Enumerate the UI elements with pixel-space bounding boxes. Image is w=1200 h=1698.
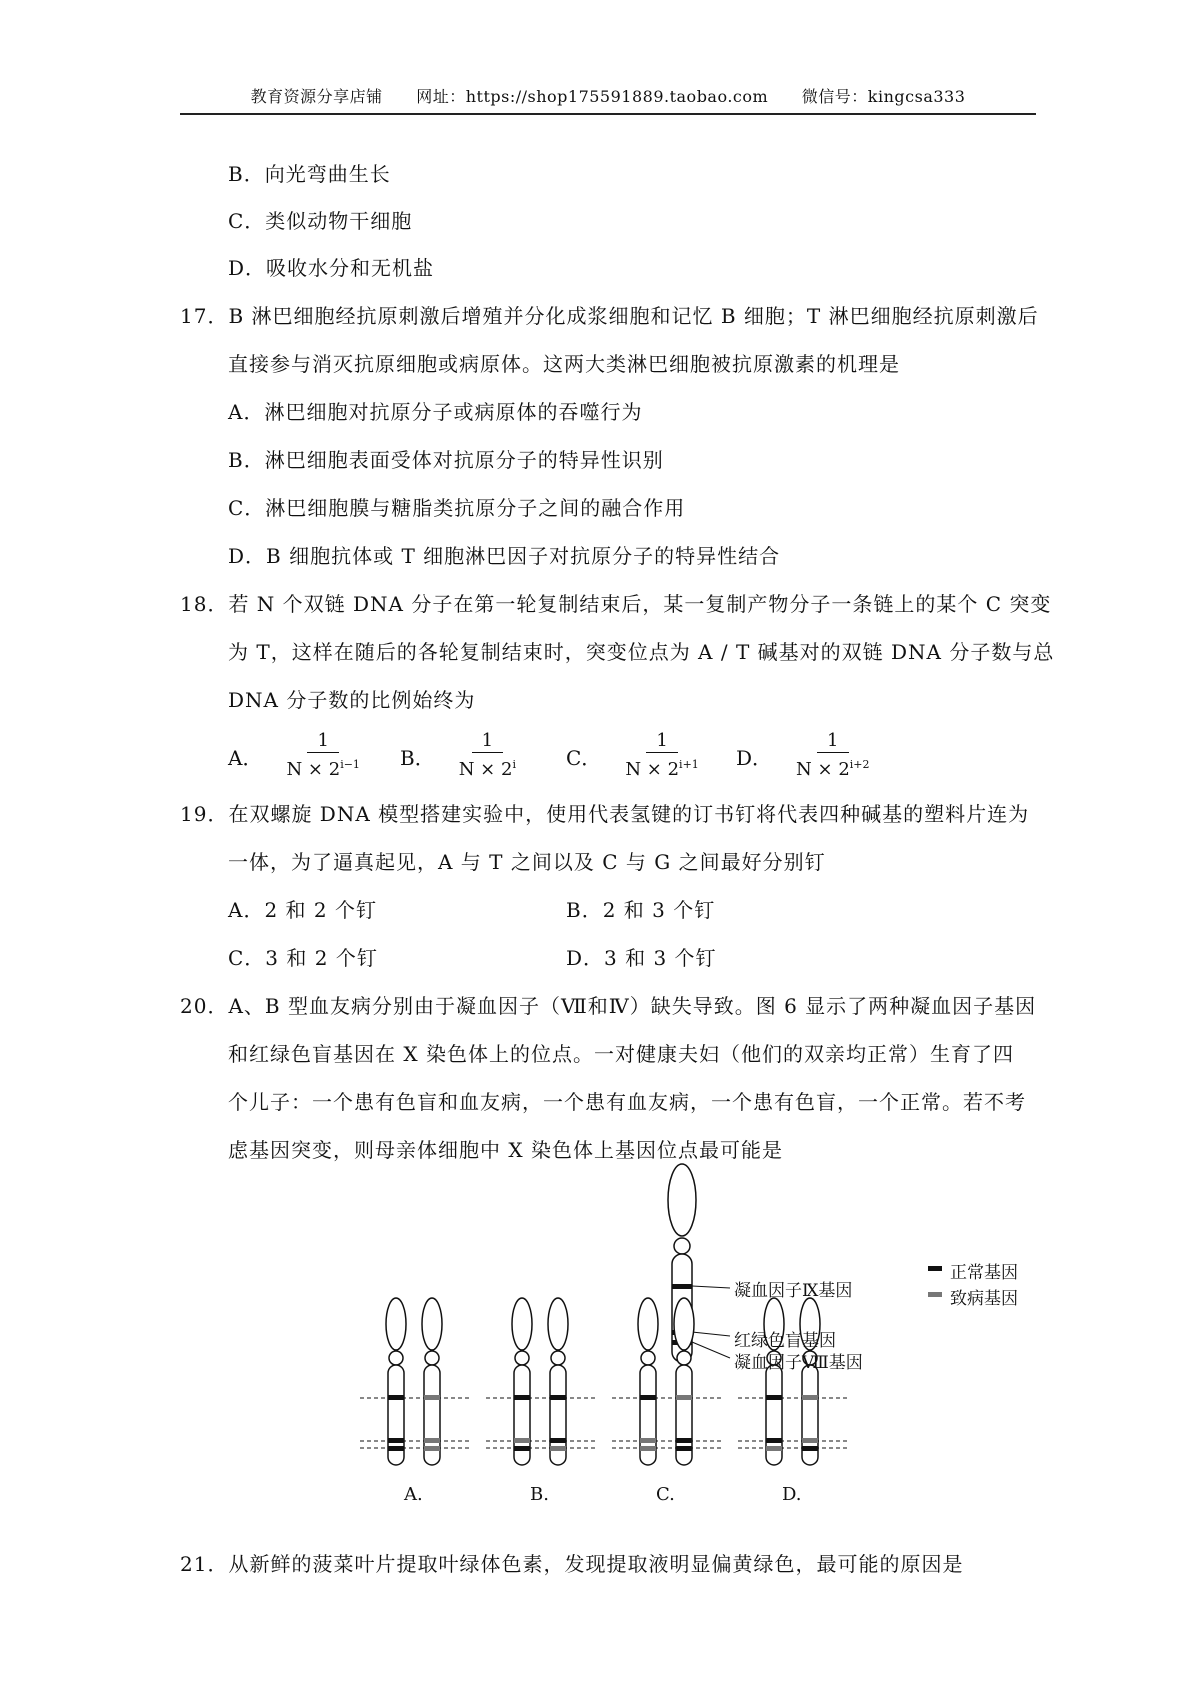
q16-option-d: D．吸收水分和无机盐 (228, 256, 435, 280)
denominator-base: N × 2 (625, 759, 680, 780)
denominator-base: N × 2 (796, 759, 850, 780)
q16-option-b: B．向光弯曲生长 (228, 162, 391, 186)
legend-disease-swatch (928, 1292, 942, 1297)
q18-option-d-fraction (790, 730, 875, 782)
q19-stem-line2: 一体，为了逼真起见，A 与 T 之间以及 C 与 G 之间最好分别钉 (228, 850, 826, 874)
q18-option-d-label: D． (736, 745, 773, 770)
q19-option-d: D．3 和 3 个钉 (566, 946, 717, 970)
denominator-base: N × 2 (286, 759, 341, 780)
q21-stem-line1: 21．从新鲜的菠菜叶片提取叶绿体色素，发现提取液明显偏黄绿色，最可能的原因是 (180, 1552, 964, 1576)
fraction-numerator: 1 (646, 730, 677, 753)
q17-option-d: D．B 细胞抗体或 T 细胞淋巴因子对抗原分子的特异性结合 (228, 544, 781, 568)
option-c-chromosomes (638, 1298, 694, 1465)
q18-stem-line1: 18．若 N 个双链 DNA 分子在第一轮复制结束后，某一复制产物分子一条链上的某个 C 突变 (180, 592, 1052, 616)
legend-normal-label: 正常基因 (950, 1263, 1018, 1283)
q18-options (228, 730, 1048, 784)
q20-stem-line4: 虑基因突变，则母亲体细胞中 X 染色体上基因位点最可能是 (228, 1138, 783, 1162)
chromosome-diagram (360, 1162, 1060, 1512)
q17-option-a: A．淋巴细胞对抗原分子或病原体的吞噬行为 (228, 400, 643, 424)
fraction-denominator (790, 753, 875, 782)
q18-option-b-label: B． (400, 745, 435, 770)
fraction-denominator (280, 753, 365, 782)
q18-option-c (566, 730, 705, 782)
q20-stem-line2: 和红绿色盲基因在 X 染色体上的位点。一对健康夫妇（他们的双亲均正常）生育了四 (228, 1042, 1014, 1066)
legend-normal-swatch (928, 1266, 942, 1271)
fraction-denominator (619, 753, 704, 782)
q16-option-c: C．类似动物干细胞 (228, 209, 413, 233)
figure-6 (360, 1162, 1060, 1512)
option-a-chromosomes (386, 1298, 442, 1465)
fraction-numerator: 1 (307, 730, 338, 753)
option-b-letter: B. (530, 1484, 549, 1505)
q17-stem-line1: 17．B 淋巴细胞经抗原刺激后增殖并分化成浆细胞和记忆 B 细胞；T 淋巴细胞经抗原刺激后 (180, 304, 1039, 328)
denominator-exponent: i−1 (340, 758, 360, 771)
q20-stem-line3: 个儿子：一个患有色盲和血友病，一个患有血友病，一个患有色盲，一个正常。若不考 (228, 1090, 1026, 1114)
reference-leader-lines (692, 1286, 730, 1358)
option-d-chromosomes (764, 1298, 820, 1465)
q18-option-c-label: C． (566, 745, 602, 770)
q17-option-c: C．淋巴细胞膜与糖脂类抗原分子之间的融合作用 (228, 496, 686, 520)
page-header (180, 84, 1036, 115)
denominator-base: N × 2 (458, 759, 513, 780)
label-colorblind-gene: 红绿色盲基因 (734, 1331, 836, 1351)
q19-option-a: A．2 和 2 个钉 (228, 898, 377, 922)
q19-stem-line1: 19．在双螺旋 DNA 模型搭建实验中，使用代表氢键的订书钉将代表四种碱基的塑料片连为 (180, 802, 1030, 826)
shop-name: 教育资源分享店铺 (250, 87, 383, 106)
q18-option-a-fraction (280, 730, 365, 782)
q18-option-d (736, 730, 876, 782)
option-b-chromosomes (512, 1298, 568, 1465)
option-a-letter: A. (404, 1484, 423, 1505)
fraction-numerator: 1 (817, 730, 848, 753)
denominator-exponent: i+1 (679, 758, 699, 771)
option-c-letter: C. (656, 1484, 675, 1505)
q17-option-b: B．淋巴细胞表面受体对抗原分子的特异性识别 (228, 448, 664, 472)
q17-stem-line2: 直接参与消灭抗原细胞或病原体。这两大类淋巴细胞被抗原激素的机理是 (228, 352, 900, 376)
q19-option-c: C．3 和 2 个钉 (228, 946, 378, 970)
q18-option-c-fraction (619, 730, 704, 782)
label-gene9: 凝血因子Ⅸ基因 (734, 1281, 853, 1301)
q18-stem-line2: 为 T，这样在随后的各轮复制结束时，突变位点为 A / T 碱基对的双链 DNA 分子数与总 (228, 640, 1055, 664)
label-gene8: 凝血因子Ⅷ基因 (734, 1353, 863, 1373)
q18-option-b (400, 730, 522, 782)
legend-disease-label: 致病基因 (950, 1289, 1018, 1309)
denominator-exponent: i+2 (849, 758, 870, 771)
fraction-numerator: 1 (472, 730, 503, 753)
q18-option-b-fraction (453, 730, 522, 782)
shop-url: 网址：https://shop175591889.taobao.com (416, 87, 769, 106)
wechat-id: 微信号：kingcsa333 (801, 87, 966, 106)
q18-stem-line3: DNA 分子数的比例始终为 (228, 688, 476, 712)
q18-option-a (228, 730, 366, 782)
q20-stem-line1: 20．A、B 型血友病分别由于凝血因子（Ⅶ和Ⅳ）缺失导致。图 6 显示了两种凝血因子基因 (180, 994, 1037, 1018)
fraction-denominator (453, 753, 522, 782)
option-d-letter: D. (782, 1484, 802, 1505)
q19-option-b: B．2 和 3 个钉 (566, 898, 716, 922)
denominator-exponent: i (512, 758, 516, 771)
q18-option-a-label: A． (228, 745, 263, 770)
